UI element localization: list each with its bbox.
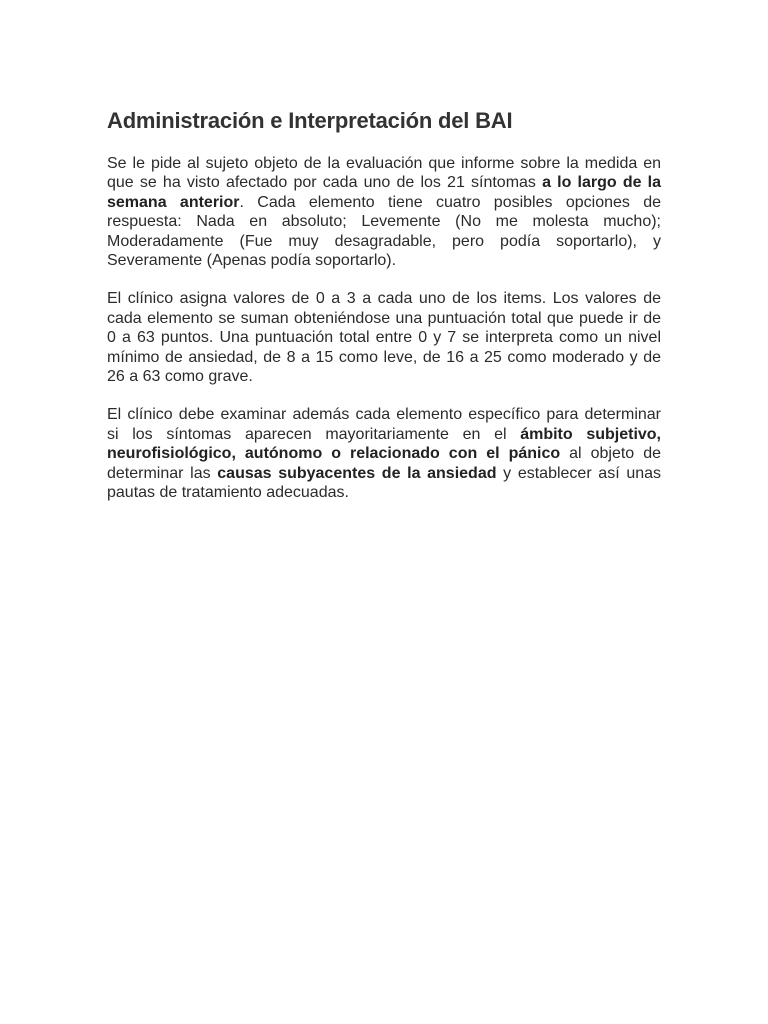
document-page — [107, 106, 661, 522]
paragraph-text: . Cada elemento tiene cuatro posibles opciones de respuesta: Nada en absoluto; Levemente (No me molesta mucho); Moderadamente (Fue muy desagradable, pero podía soportarlo), y Severamente (Apenas podía soportarlo). — [107, 193, 662, 270]
paragraph-text: y establecer así unas pautas de tratamiento adecuadas. — [107, 464, 662, 502]
paragraph-administration — [107, 154, 661, 270]
paragraph-scoring — [107, 289, 661, 386]
paragraph-interpretation — [107, 405, 661, 502]
paragraph-text: Se le pide al sujeto objeto de la evaluación que informe sobre la medida en que se ha visto afectado por cada uno de los 21 síntomas — [107, 155, 661, 192]
paragraph-text: El clínico asigna valores de 0 a 3 a cada uno de los items. Los valores de cada elemento se suman obteniéndose una puntuación total que puede ir de 0 a 63 puntos. Una puntuación total entre 0 y 7 se interpreta como un nivel mínimo de ansiedad, de 8 a 15 como leve, de 16 a 25 como moderado y de 26 a 63 como grave. — [107, 290, 661, 386]
emphasis-text: causas subyacentes de la ansiedad — [217, 464, 497, 482]
emphasis-text: ámbito subjetivo, neurofisiológico, autónomo o relacionado con el pánico — [107, 425, 661, 463]
paragraph-text: El clínico debe examinar además cada elemento específico para determinar si los síntomas aparecen mayoritariamente en el — [107, 406, 661, 443]
document-title: Administración e Interpretación del BAI — [107, 108, 513, 133]
paragraph-text: al objeto de determinar las — [107, 445, 662, 482]
emphasis-text: a lo largo de la semana anterior — [107, 174, 661, 211]
